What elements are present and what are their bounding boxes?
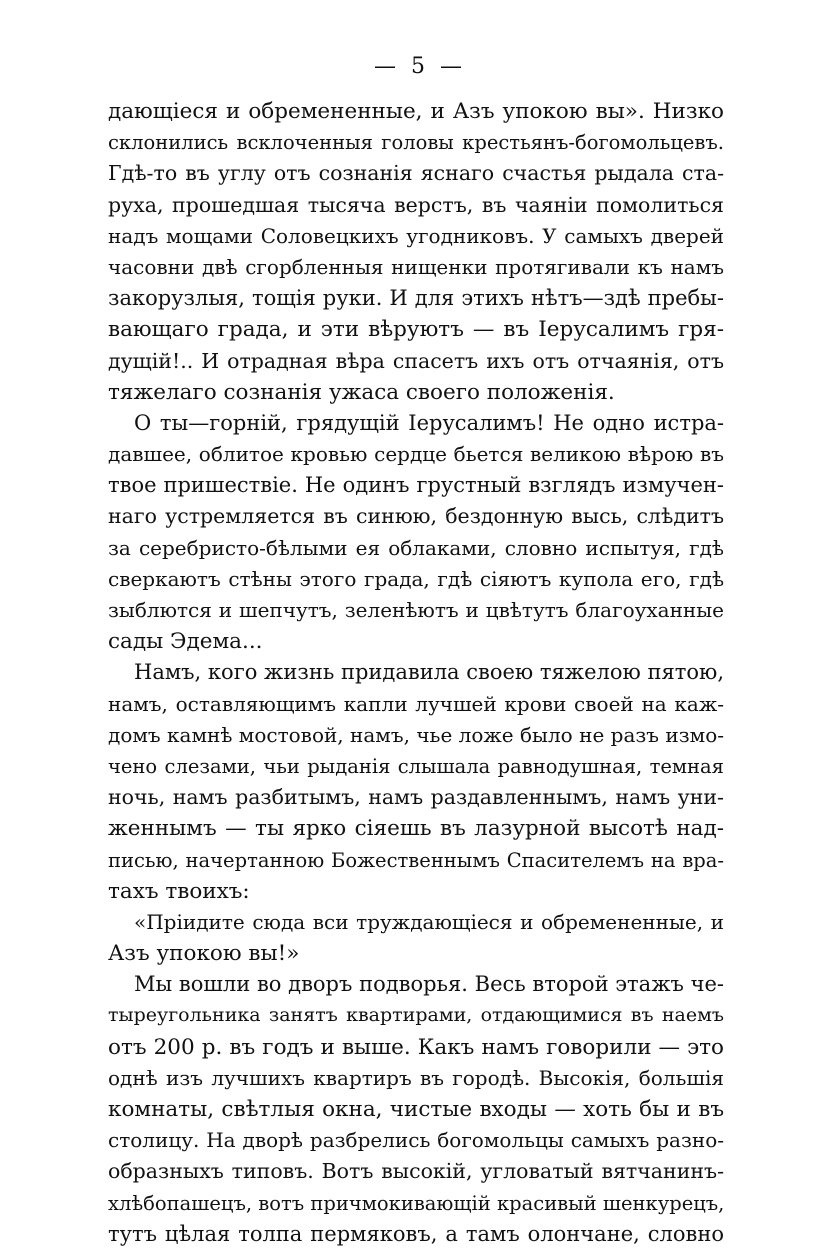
text-line: домъ камнѣ мостовой, намъ, чье ложе было не разъ измо- <box>108 722 724 747</box>
text-line: склонились всклоченныя головы крестьянъ-богомольцевъ. <box>108 131 724 155</box>
text-line: закорузлыя, тощія руки. И для этихъ нѣтъ—здѣ пребы- <box>108 286 724 311</box>
text-line: образныхъ типовъ. Вотъ высокій, угловатый вятчанинъ- <box>108 1159 724 1184</box>
text-line: дающіеся и обремененные, и Азъ упокою вы». Низко <box>108 99 724 124</box>
text-line: ночь, намъ разбитымъ, намъ раздавленнымъ, намъ уни- <box>108 785 724 810</box>
text-line: наго устремляется въ синюю, бездонную высь, слѣдитъ <box>108 504 724 529</box>
text-line: чено слезами, чьи рыданія слышала равнодушная, темная <box>108 754 724 778</box>
text-line: однѣ изъ лучшихъ квартиръ въ городѣ. Высокія, большія <box>108 1065 724 1090</box>
text-line: О ты—горній, грядущій Іерусалимъ! Не одно истра- <box>134 410 724 435</box>
text-line: женнымъ — ты ярко сіяешь въ лазурной высотѣ над- <box>108 816 724 842</box>
text-line: хлѣбопашецъ, вотъ причмокивающій красивый шенкурецъ, <box>108 1191 724 1215</box>
text-line: сады Эдема... <box>108 629 263 655</box>
text-line: Гдѣ-то въ углу отъ сознанія яснаго счастья рыдала ста- <box>108 161 724 186</box>
page-number: — 5 — <box>374 54 466 79</box>
text-line: за серебристо-бѣлыми ея облаками, словно испытуя, гдѣ <box>108 535 724 560</box>
text-line: писью, начертанною Божественнымъ Спасителемъ на вра- <box>108 848 724 872</box>
text-line: намъ, оставляющимъ капли лучшей крови своей на каж- <box>108 691 724 716</box>
body-text <box>108 96 724 1250</box>
text-line: часовни двѣ сгорбленныя нищенки протягивали къ намъ <box>108 254 724 279</box>
text-line: тутъ цѣлая толпа пермяковъ, а тамъ олончане, словно <box>108 1221 724 1246</box>
text-line: твое пришествіе. Не одинъ грустный взглядъ измучен- <box>108 473 724 498</box>
text-line: комнаты, свѣтлыя окна, чистые входы — хоть бы и въ <box>108 1097 724 1122</box>
text-line: Мы вошли во дворъ подворья. Весь второй этажъ че- <box>134 972 724 997</box>
text-line: надъ мощами Соловецкихъ угодниковъ. У самыхъ дверей <box>108 223 724 248</box>
text-line: зыблются и шепчутъ, зеленѣютъ и цвѣтутъ благоуханные <box>108 598 724 622</box>
text-line: тыреугольника занятъ квартирами, отдающимися въ наемъ <box>108 1004 724 1027</box>
text-line: тахъ твоихъ: <box>108 878 250 904</box>
text-line: столицу. На дворѣ разбрелись богомольцы самыхъ разно- <box>108 1128 724 1153</box>
text-line: давшее, облитое кровью сердце бьется великою вѣрою въ <box>108 442 724 467</box>
text-line: вающаго града, и эти вѣруютъ — въ Іерусалимъ гря- <box>108 317 724 343</box>
text-line: Намъ, кого жизнь придавила своею тяжелою пятою, <box>134 660 724 685</box>
text-line: отъ 200 р. въ годъ и выше. Какъ намъ говорили — это <box>108 1034 724 1060</box>
text-line: сверкаютъ стѣны этого града, гдѣ сіяютъ купола его, гдѣ <box>108 566 724 591</box>
text-line: тяжелаго сознанія ужаса своего положенія. <box>108 379 615 405</box>
text-line: дущій!.. И отрадная вѣра спасетъ ихъ отъ отчаянія, отъ <box>108 348 724 373</box>
text-line: руха, прошедшая тысяча верстъ, въ чаяніи помолиться <box>108 192 724 217</box>
text-line: «Пріидите сюда вси труждающіеся и обремененные, и <box>134 909 724 934</box>
text-line: Азъ упокою вы!» <box>108 941 300 967</box>
